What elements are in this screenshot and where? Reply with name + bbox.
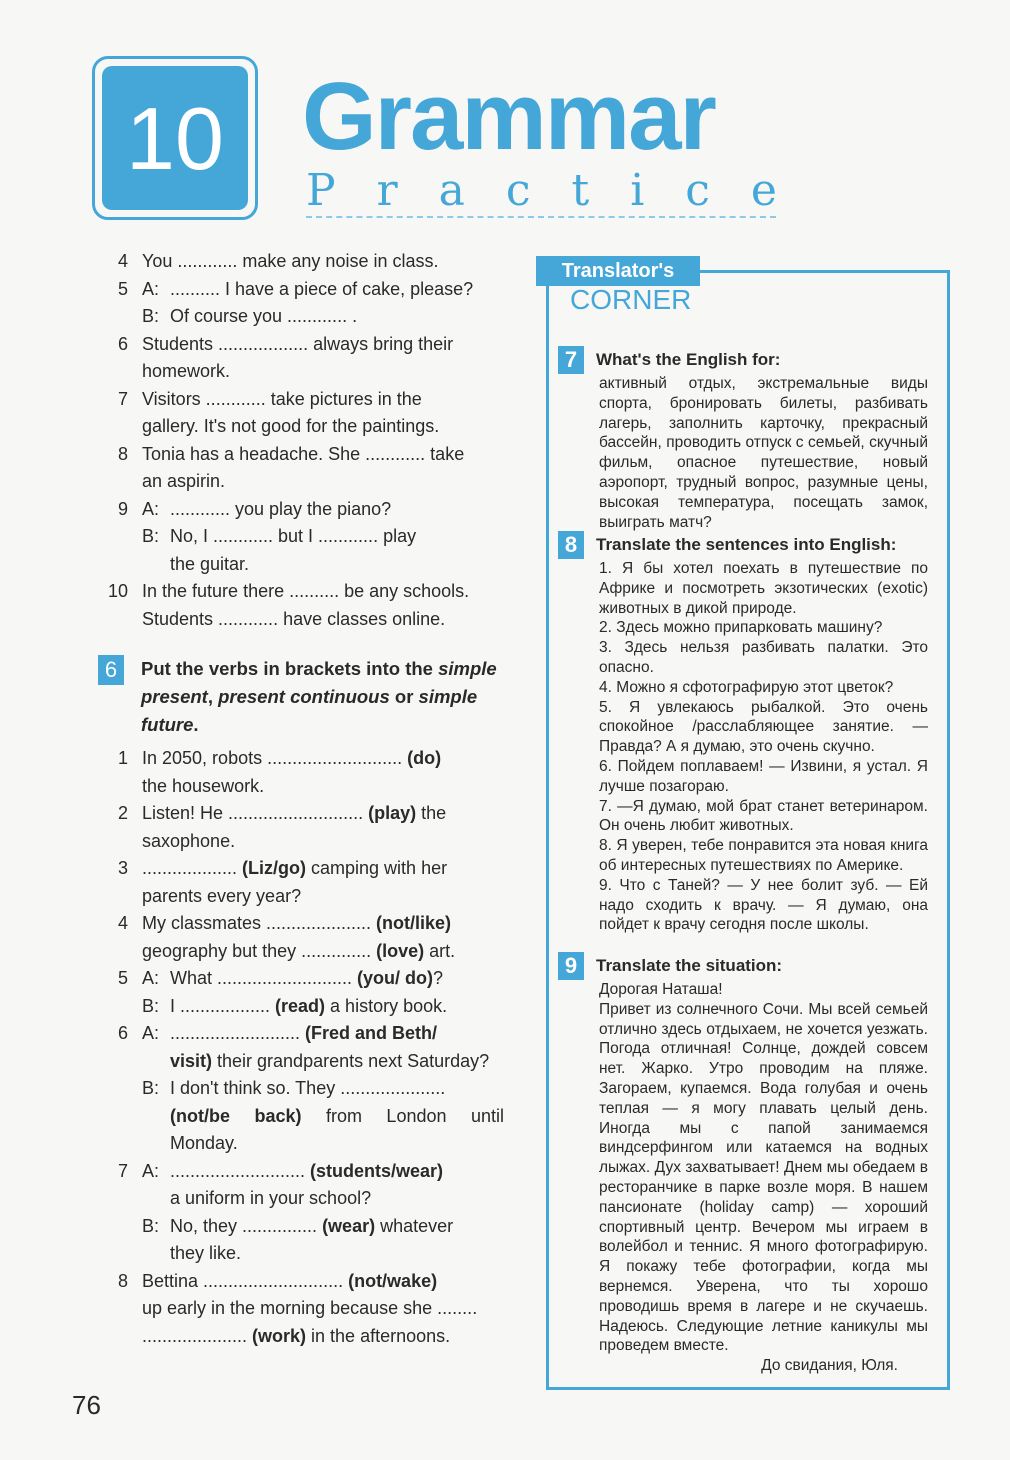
exercise-title: Translate the situation: bbox=[596, 956, 783, 976]
letter bbox=[558, 980, 928, 1376]
panel-top-border bbox=[700, 270, 950, 273]
speaker-label: B: bbox=[142, 306, 160, 326]
list-item bbox=[98, 1268, 504, 1296]
verb-prompt: (Liz/go) bbox=[242, 858, 307, 878]
item-number: 2 bbox=[117, 803, 128, 823]
instruction-part: or bbox=[389, 686, 419, 707]
exercise-number: 9 bbox=[558, 952, 584, 980]
exercise-6-items bbox=[98, 745, 504, 1350]
item-text: Students ............ have classes online. bbox=[142, 608, 446, 629]
item-text: the guitar. bbox=[170, 553, 250, 574]
item-number: 10 bbox=[107, 581, 128, 601]
exercise-7-heading bbox=[558, 346, 928, 374]
item-text: whatever bbox=[375, 1215, 454, 1236]
verb-prompt: (wear) bbox=[322, 1215, 376, 1236]
exercise-title: Translate the sentences into English: bbox=[596, 535, 897, 555]
item-text: .......................... bbox=[170, 1023, 306, 1043]
list-item-continuation bbox=[98, 523, 504, 551]
letter-greeting: Дорогая Наташа! bbox=[599, 981, 723, 998]
verb-prompt: (play) bbox=[368, 803, 417, 823]
verb-prompt: (you/ do) bbox=[357, 968, 434, 988]
exercise-9 bbox=[558, 952, 928, 1376]
list-item bbox=[98, 331, 504, 359]
item-number: 4 bbox=[117, 913, 128, 933]
item-text: Of course you ............ . bbox=[170, 306, 358, 326]
title-divider bbox=[306, 216, 776, 218]
sentence: 4. Можно я сфотографирую этот цветок? bbox=[599, 678, 894, 696]
instruction-part: Put the verbs in brackets into the bbox=[141, 658, 439, 679]
unit-number-badge bbox=[92, 56, 258, 220]
item-text: ............ you play the piano? bbox=[170, 498, 392, 519]
verb-prompt: (not/wake) bbox=[348, 1270, 438, 1291]
exercise-number: 7 bbox=[558, 346, 584, 374]
item-number: 5 bbox=[117, 968, 128, 988]
item-text: from London until bbox=[301, 1105, 504, 1126]
item-text: ........................... bbox=[170, 1160, 311, 1181]
item-number: 5 bbox=[117, 278, 128, 299]
item-number: 4 bbox=[117, 251, 128, 271]
exercise-8 bbox=[558, 531, 928, 935]
list-item bbox=[98, 248, 504, 276]
item-text: I .................. bbox=[170, 995, 276, 1016]
item-text: Visitors ............ take pictures in the bbox=[142, 388, 422, 409]
verb-prompt: (Fred and Beth/ bbox=[305, 1023, 438, 1043]
item-text: You ............ make any noise in class. bbox=[142, 251, 439, 271]
list-item bbox=[98, 855, 504, 883]
sentence: 8. Я уверен, тебе понравится эта новая книга об интересных путешествиях по Америке. bbox=[599, 837, 928, 874]
list-item bbox=[98, 1158, 504, 1186]
sentence: 7. —Я думаю, мой брат станет ветеринаром. Он очень любит животных. bbox=[599, 797, 928, 835]
item-text: gallery. It's not good for the paintings. bbox=[142, 416, 440, 436]
instruction-part: , bbox=[207, 686, 219, 707]
item-text: they like. bbox=[170, 1243, 242, 1263]
instruction-tense: simple present bbox=[141, 658, 497, 707]
verb-prompt: (students/wear) bbox=[310, 1160, 444, 1181]
sentence: 1. Я бы хотел поехать в путешествие по Африке и посмотреть экзотических (exotic) животных в дикой природе. bbox=[599, 560, 928, 617]
item-text: parents every year? bbox=[142, 885, 302, 906]
exercise-8-sentences bbox=[558, 559, 928, 935]
item-text: ................... bbox=[142, 858, 243, 878]
instruction-tense: present continuous bbox=[218, 686, 390, 707]
speaker-label: A: bbox=[142, 1160, 160, 1181]
list-item bbox=[98, 1020, 504, 1048]
exercise-9-heading bbox=[558, 952, 928, 980]
item-text: Tonia has a headache. She ............ take bbox=[142, 443, 465, 464]
item-text: Students .................. always bring their bbox=[142, 333, 454, 354]
item-text: Monday. bbox=[170, 1133, 238, 1153]
corner-label: CORNER bbox=[570, 284, 692, 315]
item-text: My classmates ..................... bbox=[142, 913, 377, 933]
item-text: Bettina ............................ bbox=[142, 1270, 349, 1291]
item-text: up early in the morning because she ........ bbox=[142, 1298, 478, 1318]
item-text: a uniform in your school? bbox=[170, 1188, 372, 1208]
list-item bbox=[98, 800, 504, 828]
item-text: saxophone. bbox=[142, 830, 236, 851]
item-text: art. bbox=[424, 940, 456, 961]
item-text: their grandparents next Saturday? bbox=[212, 1050, 490, 1071]
exercise-instruction bbox=[141, 655, 504, 739]
verb-prompt: (read) bbox=[275, 995, 326, 1016]
item-number: 7 bbox=[117, 388, 128, 409]
item-text: in the afternoons. bbox=[306, 1325, 451, 1346]
exercise-number: 6 bbox=[98, 655, 124, 685]
page-number: 76 bbox=[72, 1390, 101, 1420]
verb-prompt: (not/like) bbox=[376, 913, 452, 933]
item-text: What ........................... bbox=[170, 968, 358, 988]
speaker-label: B: bbox=[142, 526, 160, 546]
list-item bbox=[98, 745, 504, 773]
item-number: 9 bbox=[117, 498, 128, 519]
speaker-label: A: bbox=[142, 968, 160, 988]
verb-prompt: (work) bbox=[252, 1325, 307, 1346]
sentence: 6. Пойдем поплаваем! — Извини, я устал. Я лучше позагораю. bbox=[599, 757, 928, 795]
item-text: an aspirin. bbox=[142, 471, 226, 491]
list-item bbox=[98, 276, 504, 304]
item-text: ..................... bbox=[142, 1325, 253, 1346]
speaker-label: A: bbox=[142, 278, 160, 299]
item-text: homework. bbox=[142, 361, 231, 381]
item-number: 3 bbox=[117, 858, 128, 878]
exercise-6-heading bbox=[98, 655, 504, 739]
item-number: 8 bbox=[117, 443, 128, 464]
list-item bbox=[98, 910, 504, 938]
item-text: In the future there .......... be any schools. bbox=[142, 581, 470, 601]
list-item bbox=[98, 386, 504, 414]
item-text: camping with her bbox=[306, 858, 448, 878]
list-item bbox=[98, 496, 504, 524]
item-text: Listen! He ........................... bbox=[142, 803, 369, 823]
sentence: 5. Я увлекаюсь рыбалкой. Это очень спокойное /расслабляющее занятие. — Правда? А я думаю, это очень скучно. bbox=[599, 698, 928, 756]
sentence: 9. Что с Таней? — У нее болит зуб. — Ей надо сходить к врачу. — Я думаю, она пойдет к врачу сегодня после школы. bbox=[599, 876, 928, 934]
letter-body: Привет из солнечного Сочи. Мы всей семьей отлично здесь отдыхаем, не хочется уезжать. Погода отличная! Солнце, дождей совсем нет. Жарко. Утро проводим на пляже. Загораем, купаемся. Вода голубая и очень теплая — я могу плавать целый день. Иногда мы с папой занимаемся виндсерфингом или катаемся на водных лыжах. Дух захватывает! Днем мы обедаем в ресторанчике в парке возле моря. В нашем пансионате (holiday camp) — хороший спортивный центр. Вечером мы играем в волейбол и теннис. Я много фотографирую. Я покажу тебе фотографии, когда мы вернемся. Уверена, что ты хорошо проводишь время в лагере и не скучаешь. Надеюсь. Следующие летние каникулы мы проведем вместе. bbox=[599, 1000, 928, 1355]
item-number: 1 bbox=[117, 748, 128, 768]
exercise-text: активный отдых, экстремальные виды спорта, бронировать билеты, разбивать лагерь, заполнить карточку, прекрасный бассейн, проводить отпуск с семьей, скучный фильм, опасное путешествие, новый аэропорт, трудный вопрос, разумные цены, высокая температура, посещать замок, выиграть матч? bbox=[599, 375, 928, 531]
verb-prompt: visit) bbox=[170, 1050, 213, 1071]
item-text: In 2050, robots ........................... bbox=[142, 748, 408, 768]
list-item bbox=[98, 441, 504, 469]
speaker-label: B: bbox=[142, 995, 160, 1016]
left-column bbox=[98, 248, 504, 1350]
speaker-label: A: bbox=[142, 498, 160, 519]
speaker-label: B: bbox=[142, 1078, 160, 1098]
item-text: geography but they .............. bbox=[142, 940, 377, 961]
letter-signature: До свидания, Юля. bbox=[761, 1357, 898, 1375]
unit-number: 10 bbox=[102, 66, 248, 210]
item-number: 6 bbox=[117, 333, 128, 354]
exercise-title: What's the English for: bbox=[596, 350, 781, 370]
list-item bbox=[98, 578, 504, 606]
exercise-number: 8 bbox=[558, 531, 584, 559]
verb-prompt: (not/be back) bbox=[170, 1105, 302, 1126]
list-item-continuation bbox=[98, 303, 504, 331]
speaker-label: A: bbox=[142, 1023, 160, 1043]
item-number: 8 bbox=[117, 1270, 128, 1291]
item-number: 7 bbox=[117, 1160, 128, 1181]
verb-prompt: (love) bbox=[376, 940, 425, 961]
sentence: 3. Здесь нельзя разбивать палатки. Это опасно. bbox=[599, 639, 928, 676]
item-text: ? bbox=[433, 968, 444, 988]
item-text: I don't think so. They ..................... bbox=[170, 1078, 446, 1098]
instruction-part: . bbox=[193, 714, 199, 735]
verb-prompt: (do) bbox=[407, 748, 442, 768]
page-subtitle: Practice bbox=[306, 165, 818, 216]
item-text: a history book. bbox=[325, 995, 448, 1016]
translators-label: Translator's bbox=[536, 256, 700, 286]
item-text: .......... I have a piece of cake, please? bbox=[170, 278, 474, 299]
instruction-tense: simple future bbox=[141, 686, 478, 735]
item-text: No, I ............ but I ............ play bbox=[170, 526, 417, 546]
item-text: the bbox=[416, 803, 447, 823]
sentence: 2. Здесь можно припарковать машину? bbox=[599, 619, 883, 637]
item-number: 6 bbox=[117, 1023, 128, 1043]
page-title: Grammar bbox=[302, 63, 715, 170]
exercise-8-heading bbox=[558, 531, 928, 559]
item-text: No, they ............... bbox=[170, 1215, 323, 1236]
exercise-7 bbox=[558, 346, 928, 532]
list-item bbox=[98, 965, 504, 993]
item-text: the housework. bbox=[142, 775, 265, 796]
speaker-label: B: bbox=[142, 1215, 160, 1236]
